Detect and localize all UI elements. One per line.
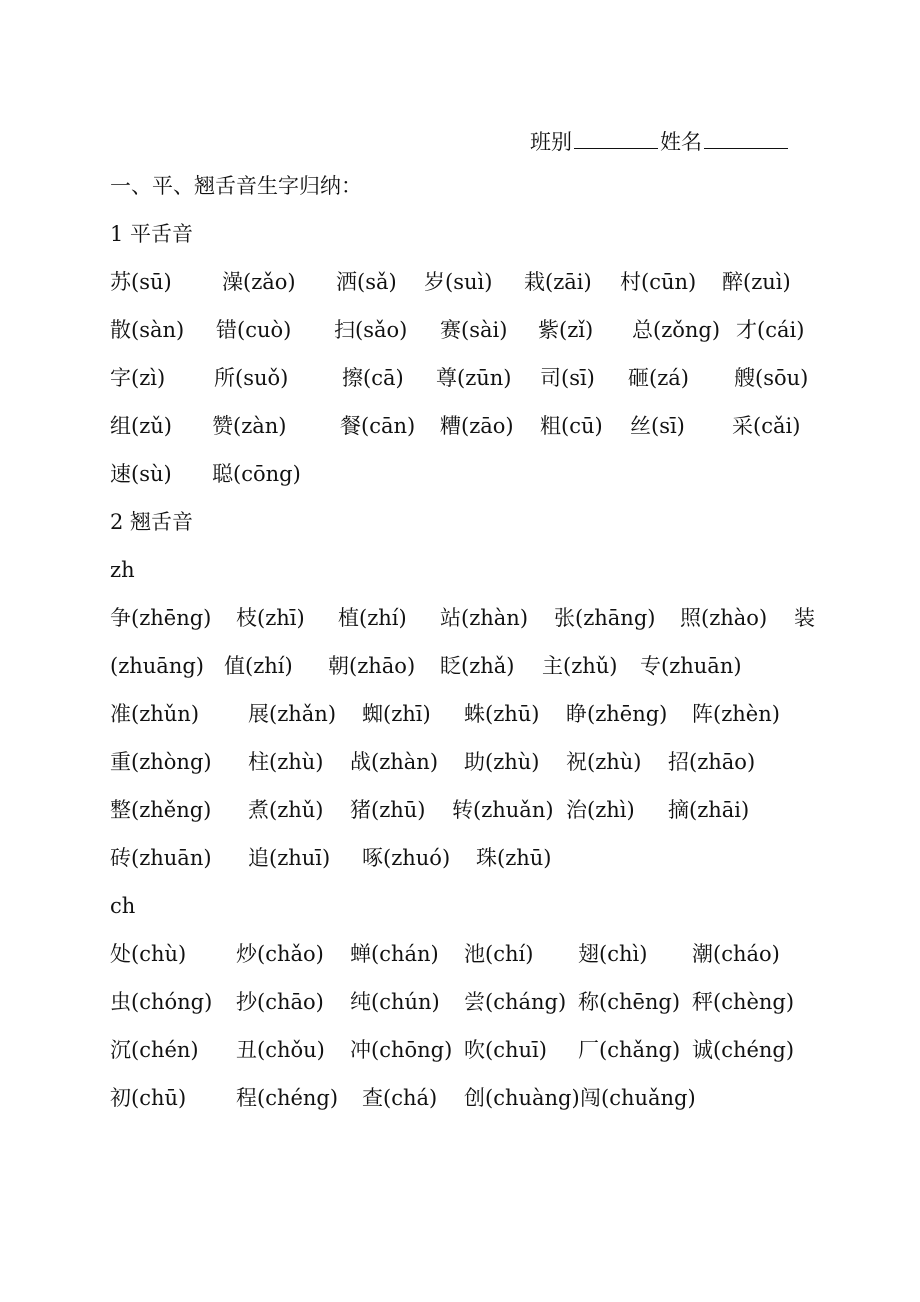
student-info-header xyxy=(530,118,790,162)
pinyin-word: 站(zhàn) xyxy=(440,606,529,630)
pinyin-word: 紫(zǐ) xyxy=(538,318,594,342)
pinyin-word: 祝(zhù) xyxy=(566,750,642,774)
pinyin-word: 蛛(zhū) xyxy=(464,702,540,726)
pinyin-word: 主(zhǔ) xyxy=(542,654,618,678)
pinyin-word: 洒(sǎ) xyxy=(336,270,397,294)
pinyin-word: 转(zhuǎn) xyxy=(452,798,554,822)
pinyin-word: 闯(chuǎng) xyxy=(580,1086,696,1110)
pinyin-word: 准(zhǔn) xyxy=(110,702,200,726)
pinyin-word: (zhuāng) xyxy=(110,654,204,678)
name-blank[interactable] xyxy=(704,118,788,149)
pinyin-word: 追(zhuī) xyxy=(248,846,331,870)
pinyin-word: 治(zhì) xyxy=(566,798,635,822)
pinyin-word: 艘(sōu) xyxy=(734,366,809,390)
pinyin-word: 醉(zuì) xyxy=(722,270,791,294)
pinyin-word: 煮(zhǔ) xyxy=(248,798,324,822)
pinyin-word: 丑(chǒu) xyxy=(236,1038,325,1062)
pinyin-word: 错(cuò) xyxy=(216,318,292,342)
pinyin-word: 助(zhù) xyxy=(464,750,540,774)
pinyin-word: 照(zhào) xyxy=(680,606,768,630)
pinyin-word: 澡(zǎo) xyxy=(222,270,296,294)
pinyin-word: 创(chuàng) xyxy=(464,1086,580,1110)
pinyin-word: 眨(zhǎ) xyxy=(440,654,515,678)
name-label: 姓名 xyxy=(660,130,702,154)
pinyin-word: 摘(zhāi) xyxy=(668,798,750,822)
pinyin-word: 擦(cā) xyxy=(342,366,404,390)
pinyin-word: 处(chù) xyxy=(110,942,187,966)
pinyin-word: 炒(chǎo) xyxy=(236,942,324,966)
pinyin-word: 珠(zhū) xyxy=(476,846,552,870)
pinyin-word: 采(cǎi) xyxy=(732,414,801,438)
pinyin-word: 战(zhàn) xyxy=(350,750,439,774)
pinyin-word: 秤(chèng) xyxy=(692,990,795,1014)
pinyin-word: 糟(zāo) xyxy=(440,414,514,438)
pinyin-word: 尝(cháng) xyxy=(464,990,567,1014)
pinyin-word: 总(zǒng) xyxy=(632,318,721,342)
class-blank[interactable] xyxy=(574,118,658,149)
pinyin-word: 司(sī) xyxy=(540,366,595,390)
pinyin-word: 才(cái) xyxy=(736,318,805,342)
pinyin-word: 砖(zhuān) xyxy=(110,846,212,870)
pinyin-word: 纯(chún) xyxy=(350,990,440,1014)
pinyin-word: 潮(cháo) xyxy=(692,942,780,966)
pinyin-word: 初(chū) xyxy=(110,1086,187,1110)
pinyin-word: 苏(sū) xyxy=(110,270,172,294)
pinyin-word: 扫(sǎo) xyxy=(334,318,408,342)
pinyin-word: 组(zǔ) xyxy=(110,414,172,438)
pinyin-word: 村(cūn) xyxy=(620,270,697,294)
pinyin-word: 厂(chǎng) xyxy=(578,1038,681,1062)
pinyin-word: 争(zhēng) xyxy=(110,606,212,630)
flat-heading: 1 平舌音 xyxy=(110,222,194,246)
pinyin-word: 粗(cū) xyxy=(540,414,603,438)
pinyin-word: 称(chēng) xyxy=(578,990,681,1014)
pinyin-word: 整(zhěng) xyxy=(110,798,212,822)
pinyin-word: 虫(chóng) xyxy=(110,990,213,1014)
pinyin-word: 赞(zàn) xyxy=(212,414,287,438)
pinyin-word: 程(chéng) xyxy=(236,1086,339,1110)
pinyin-word: 重(zhòng) xyxy=(110,750,212,774)
pinyin-word: 朝(zhāo) xyxy=(328,654,416,678)
pinyin-word: 丝(sī) xyxy=(630,414,685,438)
pinyin-word: 字(zì) xyxy=(110,366,166,390)
pinyin-word: 猪(zhū) xyxy=(350,798,426,822)
ch-label: ch xyxy=(110,894,136,918)
pinyin-word: 装 xyxy=(794,606,815,630)
pinyin-word: 诚(chéng) xyxy=(692,1038,795,1062)
pinyin-word: 蜘(zhī) xyxy=(362,702,431,726)
pinyin-word: 查(chá) xyxy=(362,1086,438,1110)
pinyin-word: 聪(cōng) xyxy=(212,462,301,486)
section-title: 一、平、翘舌音生字归纳： xyxy=(110,174,362,198)
pinyin-word: 展(zhǎn) xyxy=(248,702,337,726)
pinyin-word: 栽(zāi) xyxy=(524,270,592,294)
pinyin-word: 所(suǒ) xyxy=(214,366,289,390)
pinyin-word: 岁(suì) xyxy=(424,270,493,294)
pinyin-word: 冲(chōng) xyxy=(350,1038,453,1062)
pinyin-word: 赛(sài) xyxy=(440,318,508,342)
pinyin-word: 招(zhāo) xyxy=(668,750,756,774)
pinyin-word: 砸(zá) xyxy=(628,366,689,390)
class-label: 班别 xyxy=(530,130,572,154)
pinyin-word: 抄(chāo) xyxy=(236,990,324,1014)
pinyin-word: 张(zhāng) xyxy=(554,606,656,630)
pinyin-word: 啄(zhuó) xyxy=(362,846,451,870)
pinyin-word: 速(sù) xyxy=(110,462,172,486)
zh-label: zh xyxy=(110,558,135,582)
pinyin-word: 专(zhuān) xyxy=(640,654,742,678)
pinyin-word: 植(zhí) xyxy=(338,606,407,630)
pinyin-word: 翅(chì) xyxy=(578,942,648,966)
pinyin-word: 枝(zhī) xyxy=(236,606,305,630)
pinyin-word: 阵(zhèn) xyxy=(692,702,780,726)
pinyin-word: 值(zhí) xyxy=(224,654,293,678)
pinyin-word: 尊(zūn) xyxy=(436,366,512,390)
pinyin-word: 柱(zhù) xyxy=(248,750,324,774)
pinyin-word: 散(sàn) xyxy=(110,318,185,342)
pinyin-word: 蝉(chán) xyxy=(350,942,439,966)
pinyin-word: 沉(chén) xyxy=(110,1038,199,1062)
pinyin-word: 吹(chuī) xyxy=(464,1038,547,1062)
pinyin-word: 池(chí) xyxy=(464,942,534,966)
retroflex-heading: 2 翘舌音 xyxy=(110,510,194,534)
pinyin-word: 睁(zhēng) xyxy=(566,702,668,726)
pinyin-word: 餐(cān) xyxy=(340,414,416,438)
